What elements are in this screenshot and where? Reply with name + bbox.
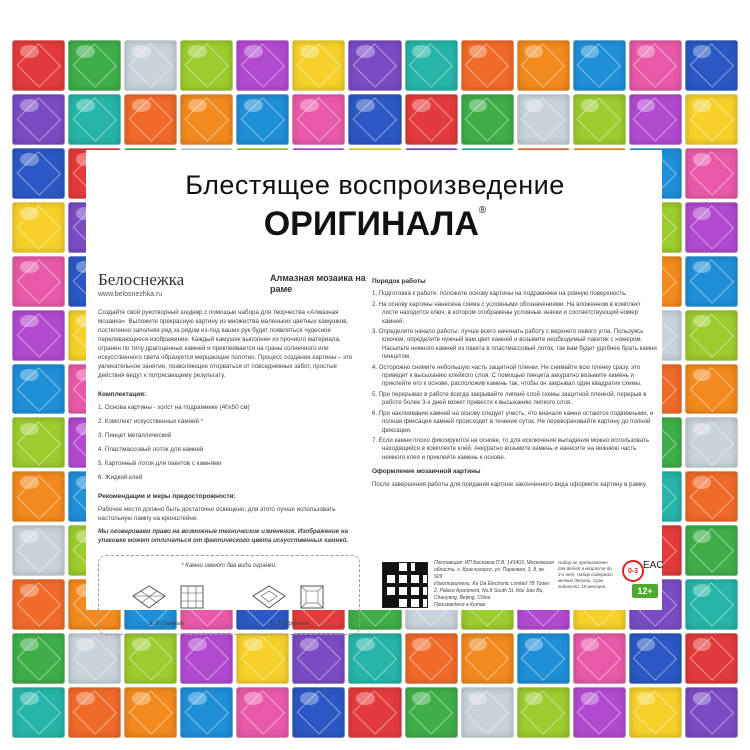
gem-tile [405,687,458,738]
manufacturer-block [382,560,662,615]
gem-tile [461,40,514,91]
precautions-text: Рабочее место должно быть достаточно освещено, для этого лучше использовать настольную лампу на кронштейне. [98,506,336,522]
gem-tile [348,633,401,684]
gem-tile [124,687,177,738]
gem-tile [12,364,65,415]
gem-tile [573,633,626,684]
kit-item: 4. Пластмассовый лоток для камней [98,446,204,453]
design-text: После завершения работы для придания картине законченного вида оформите картину в рамку. [372,480,647,488]
gem-tile [629,633,682,684]
supplier-text: Поставщик: ИП Бескаков П.В. 143403, Московская область, г. Красногорск, ул. Парковая, 3, 8, кв. 929 [434,560,554,580]
procedure-list [372,290,658,462]
procedure-step: 3. Определите начало работы: лучше всего начинать работу с верхнего левого угла. Пользуясь ключом, определите нужный вам цвет камней и возьмите необходимый пакетик с номером. Насыпьте немного камней из пакета в пластмассовый лоток, так вам будет удобнее брать камни пинцетом. [372,328,657,361]
eac-mark: EAC [643,560,664,571]
no-small-children-icon: 0-3 [622,560,644,582]
facets-title: * Камни имеют два вида огранки: [181,563,277,569]
kit-list [98,403,360,482]
procedure-step: 2. На основу картины нанесена схема с условными обозначениями. На вложенном в комплект листе находится ключ, в котором отображены условные значки и соответствующий номер камней. [372,300,641,325]
gem-tile [292,687,345,738]
age-warning: Набор не предназначен для детей в возрасте до 3-х лет. Набор содержит мелкие детали. Срок годности: 18 месяцев. [558,560,613,589]
gem-tile [461,94,514,145]
gem-tile [517,687,570,738]
gem-tile [629,687,682,738]
gem-tile [573,687,626,738]
kit-item: 2. Комплект искусственных камней * [98,418,204,425]
procedure-step: 6. При наклеивании камней на основу следует учесть, что вначале камни остаются подвижными, и полная фиксация камней происходит в течение суток. Не переворачивайте картину до полной фиксации. [372,409,654,434]
gem-tile [180,94,233,145]
gem-tile [12,471,65,522]
gem-tile [685,256,738,307]
qr-code-icon [382,562,428,608]
gem-tile [573,94,626,145]
gem-tile [12,40,65,91]
gem-tile [685,687,738,738]
disclaimer-text: Мы оговариваем право на возможные технические изменения. Изображение на упаковке может отличаться от фактического цвета искусственных камней. [98,528,349,544]
gem-tile [124,633,177,684]
brand-logo [98,270,184,298]
gem-tile [12,687,65,738]
disclaimer [98,527,360,545]
right-column [372,278,658,489]
gem-tile [68,94,121,145]
gem-tile [685,364,738,415]
design-title: Оформление мозаичной картины [372,468,481,476]
facet-label-b: b. 13-гранные [271,621,310,627]
gem-tile [685,417,738,468]
kit-title: Комплектация: [98,391,147,398]
gem-tile [685,94,738,145]
origin-text: Произведено в Китае [434,602,486,608]
qr-module [423,595,427,599]
gem-tile [629,94,682,145]
gem-tile [461,687,514,738]
gem-tile [573,40,626,91]
qr-module [395,603,399,607]
headline-line1: Блестящее воспроизведение [185,170,565,200]
age-rating-badge: 12+ [632,584,658,598]
gem-tile [68,40,121,91]
gem-tile [12,94,65,145]
headline-word: ОРИГИНАЛА [263,205,479,243]
gem-tile [12,633,65,684]
gem-tile [292,633,345,684]
facet-9-icon [129,582,169,612]
gem-tile [685,633,738,684]
manufacturer-info [434,560,554,609]
qr-module [419,603,423,607]
gem-tile [348,94,401,145]
qr-module [407,603,411,607]
product-subtitle: Алмазная мозаика на раме [270,273,366,294]
gem-tile [236,94,289,145]
procedure-step: 1. Подготовка к работе: положите основу картины на подрамнике на ровную поверхность. [372,290,628,298]
gem-tile [685,525,738,576]
kit-item: 3. Пинцет металлический [98,432,172,439]
precautions-title: Рекомендации и меры предосторожности: [98,493,236,500]
gem-tile [180,633,233,684]
gem-tile [180,687,233,738]
gem-tile [405,633,458,684]
procedure-step: 5. При перерывах в работе всегда закрывайте липкий слой схемы защитной пленкой, перерыв в работе более 3-х дней может привести к высыханию липкого слоя. [372,390,647,407]
gem-tile [12,525,65,576]
gem-tile [685,310,738,361]
gem-tile [124,94,177,145]
gem-tile [405,40,458,91]
qr-module [423,583,427,587]
gem-tile [68,633,121,684]
gem-tile [12,256,65,307]
gem-tile [685,40,738,91]
gem-tile [348,40,401,91]
gem-tile [292,40,345,91]
facet-13-top-icon [293,582,333,612]
gem-tile [68,687,121,738]
procedure-step: 7. Если камни плохо фиксируются на основе, то для исключения выпадения можно использовать находящийся в комплекте клей. Аккуратно возьмите камень и нанесите на нижнюю часть немного клея и приклейте камень к основе. [372,436,650,461]
gem-tile [461,633,514,684]
maker-text: Изготовитель: Ke Da Electronic Limited 7B Tower 2, Palace Apartment, No.8 South St. Wai Jiao Bu, Chaoyang, Beijing, China [434,581,550,601]
brand-url: www.belosnezhka.ru [98,291,163,298]
gem-tile [517,40,570,91]
kit-item: 1. Основа картины - холст на подрамнике (40х50 см) [98,404,250,411]
kit-item: 6. Жидкий клей [98,474,143,481]
gem-tile [12,417,65,468]
gem-tile [12,310,65,361]
gem-tile [405,94,458,145]
gem-tile [685,579,738,630]
gem-tile [236,40,289,91]
gem-tile [685,471,738,522]
procedure-step: 4. Осторожно снимите небольшую часть защитной пленки. Не снимайте всю пленку сразу, это приведет к высыханию клейкого слоя. С помощью пинцета аккуратно возьмите камень и приклейте его к основе, расположив камень так, чтобы он закрывал один квадратик схемы. [372,363,642,388]
qr-module [423,571,427,575]
gem-tile [517,94,570,145]
gem-tile [517,633,570,684]
kit-item: 5. Картонный лоток для пакетов с камнями [98,460,222,467]
gem-tile [292,94,345,145]
intro-text: Создайте свой рукотворный шедевр с помощью набора для творчества «Алмазная мозаика». Выложите прекрасную картину из множества маленьких цветных камушков, постепенно заполняя ряд за рядом из-под ваших рук будет появляться чудесное переливающееся изображение. Каждый камушек выполнен из прочного материала, огранен по типу драгоценных камней и приклеивается на граны солнечного или искусственного света образуется мерцающее полотно. Процесс создания картины – это увлекательное занятие, позволяющее оторваться от повседневных забот, простые действия ведут к потрясающему результату. [98,309,353,379]
procedure-title: Порядок работы [372,278,426,285]
gem-tile [348,687,401,738]
facet-9-top-icon [173,582,213,612]
gem-tile [236,687,289,738]
gem-tile [124,40,177,91]
gem-tile [12,579,65,630]
gem-tile [180,40,233,91]
headline-line2 [0,205,750,244]
gem-tile [236,633,289,684]
brand-name: Белоснежка [98,270,185,289]
registered-mark: ® [478,205,487,216]
left-column [98,308,360,635]
facet-13-icon [249,582,289,612]
facets-box [98,555,360,635]
gem-tile [629,40,682,91]
facet-label-a: a. 9-гранные [149,621,185,627]
